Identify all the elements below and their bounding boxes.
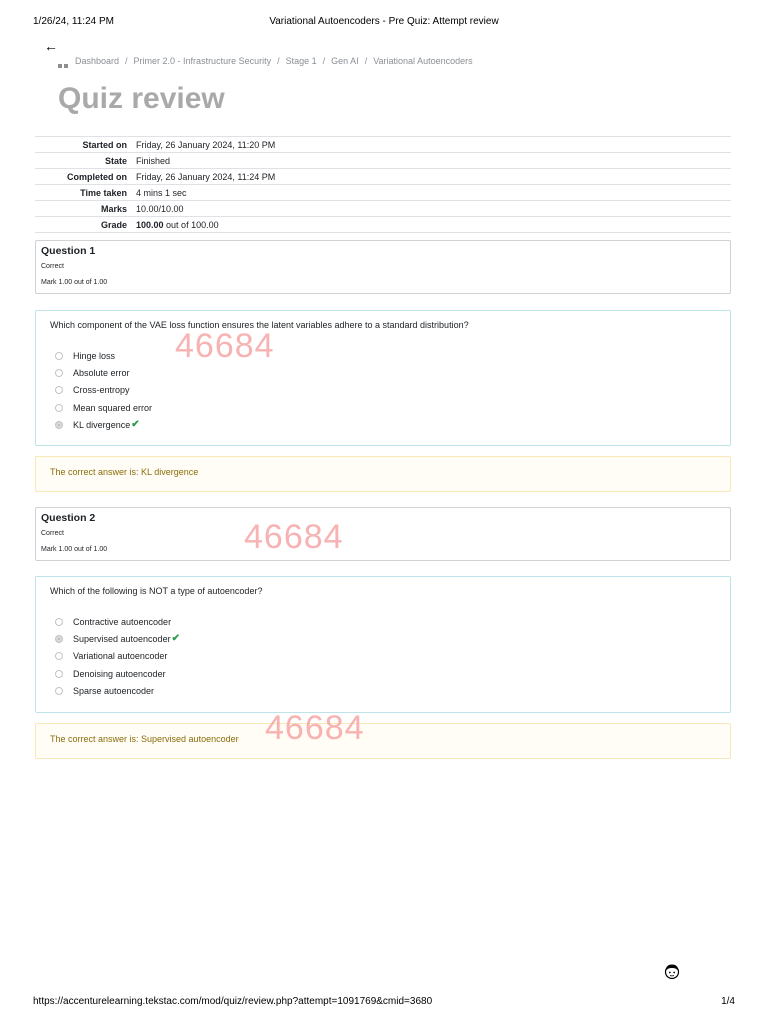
answer-option[interactable]: [55, 648, 180, 665]
summary-value: Friday, 26 January 2024, 11:20 PM: [136, 139, 276, 150]
radio-button[interactable]: [55, 386, 63, 394]
answer-label: Hinge loss: [73, 350, 116, 361]
answer-list: [55, 347, 152, 433]
summary-label: Time taken: [80, 187, 127, 198]
question-mark: Mark 1.00 out of 1.00: [41, 546, 108, 553]
checkmark-icon: ✔: [171, 633, 180, 645]
answer-option[interactable]: [55, 347, 152, 364]
question-text: Which component of the VAE loss function ensures the latent variables adhere to a standard distribution?: [50, 320, 469, 330]
question-text: Which of the following is NOT a type of autoencoder?: [50, 586, 263, 596]
summary-row-completed: [35, 169, 731, 185]
answer-label: KL divergence: [73, 419, 131, 430]
summary-label: Grade: [100, 219, 127, 230]
radio-button[interactable]: [55, 687, 63, 695]
answer-label: Variational autoencoder: [73, 651, 168, 662]
question-info-2: [35, 507, 731, 561]
answer-option-selected[interactable]: [55, 630, 180, 647]
watermark: 46684: [244, 518, 344, 556]
radio-button[interactable]: [55, 352, 63, 360]
question-number: Question 1: [41, 245, 96, 257]
summary-label: Completed on: [67, 171, 127, 182]
breadcrumb-item-course[interactable]: Primer 2.0 - Infrastructure Security: [133, 56, 272, 66]
breadcrumb-item-section[interactable]: Gen AI: [331, 56, 359, 66]
radio-button[interactable]: [55, 670, 63, 678]
checkmark-icon: ✔: [131, 419, 140, 431]
question-mark: Mark 1.00 out of 1.00: [41, 279, 108, 286]
summary-label: Marks: [100, 203, 127, 214]
summary-row-marks: [35, 201, 731, 217]
answer-option[interactable]: [55, 399, 152, 416]
summary-row-started: [35, 137, 731, 153]
print-page-number: 1/4: [721, 996, 735, 1007]
breadcrumb-separator: /: [125, 56, 128, 66]
breadcrumb-separator: /: [322, 56, 326, 66]
answer-label: Contractive autoencoder: [73, 616, 172, 627]
attempt-summary-table: [35, 136, 731, 233]
user-avatar-icon[interactable]: [663, 962, 681, 980]
correct-answer-text: The correct answer is: KL divergence: [50, 467, 199, 477]
print-datetime: 1/26/24, 11:24 PM: [33, 16, 114, 27]
radio-button[interactable]: [55, 404, 63, 412]
answer-list: [55, 613, 180, 699]
radio-button[interactable]: [55, 652, 63, 660]
answer-option[interactable]: [55, 382, 152, 399]
grade-score: 100.00: [136, 219, 164, 230]
answer-label: Supervised autoencoder: [73, 633, 171, 644]
page-title: Quiz review: [58, 82, 225, 115]
answer-option-selected[interactable]: [55, 416, 152, 433]
answer-label: Mean squared error: [73, 402, 153, 413]
summary-row-time-taken: [35, 185, 731, 201]
summary-value: 10.00/10.00: [136, 203, 184, 214]
breadcrumb-separator: /: [364, 56, 368, 66]
radio-button[interactable]: [55, 618, 63, 626]
breadcrumb-item-dashboard[interactable]: Dashboard: [75, 56, 120, 66]
breadcrumb: [58, 56, 473, 66]
summary-label: State: [104, 155, 127, 166]
summary-value: Finished: [136, 155, 171, 166]
summary-value: 4 mins 1 sec: [136, 187, 187, 198]
answer-option[interactable]: [55, 665, 180, 682]
watermark: 46684: [265, 709, 365, 747]
watermark: 46684: [175, 327, 275, 365]
answer-option[interactable]: [55, 364, 152, 381]
question-state: Correct: [41, 530, 64, 537]
summary-label: Started on: [82, 139, 127, 150]
summary-row-state: [35, 153, 731, 169]
grade-out-of: out of 100.00: [166, 219, 219, 230]
print-url: https://accenturelearning.tekstac.com/mod/quiz/review.php?attempt=1091769&cmid=3680: [33, 996, 433, 1007]
answer-label: Sparse autoencoder: [73, 685, 155, 696]
summary-value: Friday, 26 January 2024, 11:24 PM: [136, 171, 276, 182]
question-content-1: [35, 310, 731, 446]
answer-option[interactable]: [55, 613, 180, 630]
radio-button-selected[interactable]: [55, 421, 63, 429]
answer-label: Cross-entropy: [73, 385, 130, 396]
answer-option[interactable]: [55, 682, 180, 699]
question-feedback-2: [35, 723, 731, 759]
question-feedback-1: [35, 456, 731, 492]
question-number: Question 2: [41, 512, 96, 524]
question-info-1: [35, 240, 731, 294]
radio-button[interactable]: [55, 369, 63, 377]
breadcrumb-separator: /: [277, 56, 280, 66]
home-icon[interactable]: [58, 60, 68, 66]
correct-answer-text: The correct answer is: Supervised autoencoder: [50, 734, 239, 744]
print-page-title: Variational Autoencoders - Pre Quiz: Attempt review: [269, 16, 499, 27]
arrow-left-icon[interactable]: ←: [44, 38, 58, 54]
breadcrumb-item-quiz[interactable]: Variational Autoencoders: [373, 56, 473, 66]
summary-row-grade: [35, 217, 731, 233]
breadcrumb-item-stage[interactable]: Stage 1: [285, 56, 317, 66]
answer-label: Absolute error: [73, 367, 130, 378]
radio-button-selected[interactable]: [55, 635, 63, 643]
answer-label: Denoising autoencoder: [73, 668, 166, 679]
question-state: Correct: [41, 263, 64, 270]
question-content-2: [35, 576, 731, 713]
summary-value: [136, 217, 731, 233]
